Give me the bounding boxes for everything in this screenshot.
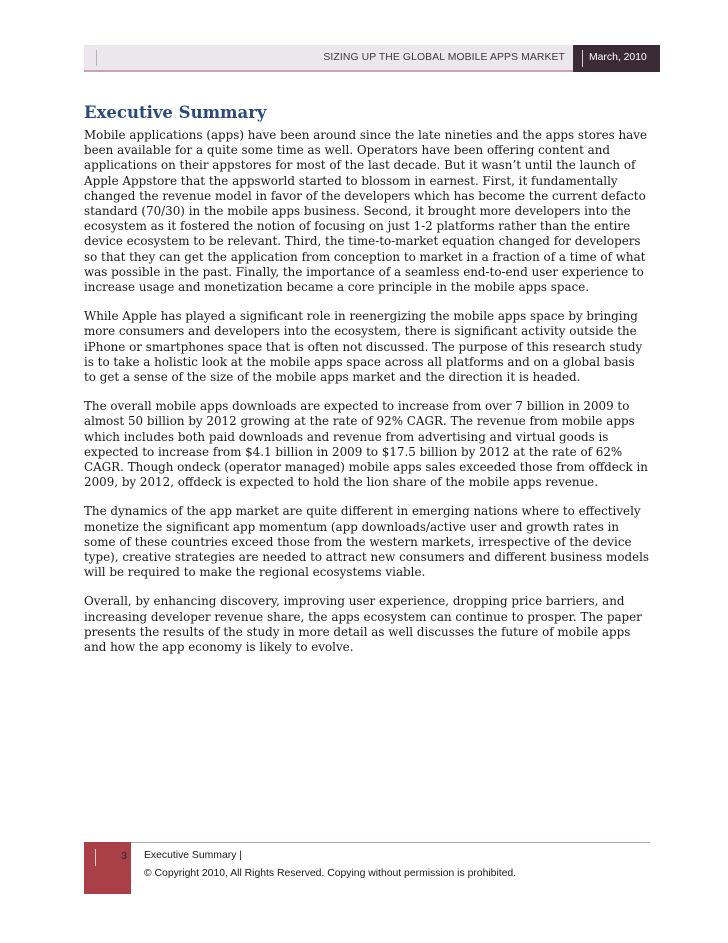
page-number: 3 [121, 851, 127, 862]
page-header [84, 45, 660, 72]
paragraph: The overall mobile apps downloads are expected to increase from over 7 billion in 2009 to almost 50 billion by 2012 growing at the rate of 92% CAGR. The revenue from mobile apps which includes both paid downloads and revenue from advertising and virtual goods is expected to increase from $4.1 billion in 2009 to $17.5 billion by 2012 at the rate of 62% CAGR. Though ondeck (operator managed) mobile apps sales exceeded those from offdeck in 2009, by 2012, offdeck is expected to hold the lion share of the mobile apps revenue. [84, 399, 648, 490]
page-number-box [84, 842, 131, 894]
paragraph: While Apple has played a significant role in reenergizing the mobile apps space by bringing more consumers and developers into the ecosystem, there is significant activity outside the iPhone or smartphones space that is often not discussed. The purpose of this research study is to take a holistic look at the mobile apps space across all platforms and on a global basis to get a sense of the size of the mobile apps market and the direction it is headed. [84, 309, 643, 385]
paragraph: The dynamics of the app market are quite different in emerging nations where to effectively monetize the significant app momentum (app downloads/active user and growth rates in some of these countries exceed those from the western markets, irrespective of the device type), creative strategies are needed to attract new consumers and different business models will be required to make the regional ecosystems viable. [84, 504, 650, 580]
body-text [84, 128, 650, 669]
footer-section-label: Executive Summary | [144, 850, 242, 861]
footer-rule [84, 842, 650, 843]
paragraph: Mobile applications (apps) have been around since the late nineties and the apps stores have been available for a quite some time as well. Operators have been offering content and applications on their appstores for most of the last decade. But it wasn’t until the launch of Apple Appstore that the appsworld started to blossom in earnest. First, it fundamentally changed the revenue model in favor of the developers which has become the current defacto standard (70/30) in the mobile apps business. Second, it brought more developers into the ecosystem as it fostered the notion of focusing on just 1-2 platforms rather than the entire device ecosystem to be relevant. Third, the time-to-market equation changed for developers so that they can get the application from conception to market in a fraction of a time of what was possible in the past. Finally, the importance of a seamless end-to-end user experience to increase usage and monetization became a core principle in the mobile apps space. [84, 128, 647, 295]
paragraph: Overall, by enhancing discovery, improving user experience, dropping price barriers, and increasing developer revenue share, the apps ecosystem can continue to prosper. The paper presents the results of the study in more detail as well discusses the future of mobile apps and how the app economy is likely to evolve. [84, 594, 642, 655]
header-title: SIZING UP THE GLOBAL MOBILE APPS MARKET [323, 52, 565, 63]
section-heading: Executive Summary [84, 103, 267, 122]
header-date-box [573, 45, 660, 72]
footer-copyright: © Copyright 2010, All Rights Reserved. Copying without permission is prohibited. [144, 868, 517, 879]
header-title-band [84, 45, 573, 72]
header-date: March, 2010 [589, 52, 647, 63]
